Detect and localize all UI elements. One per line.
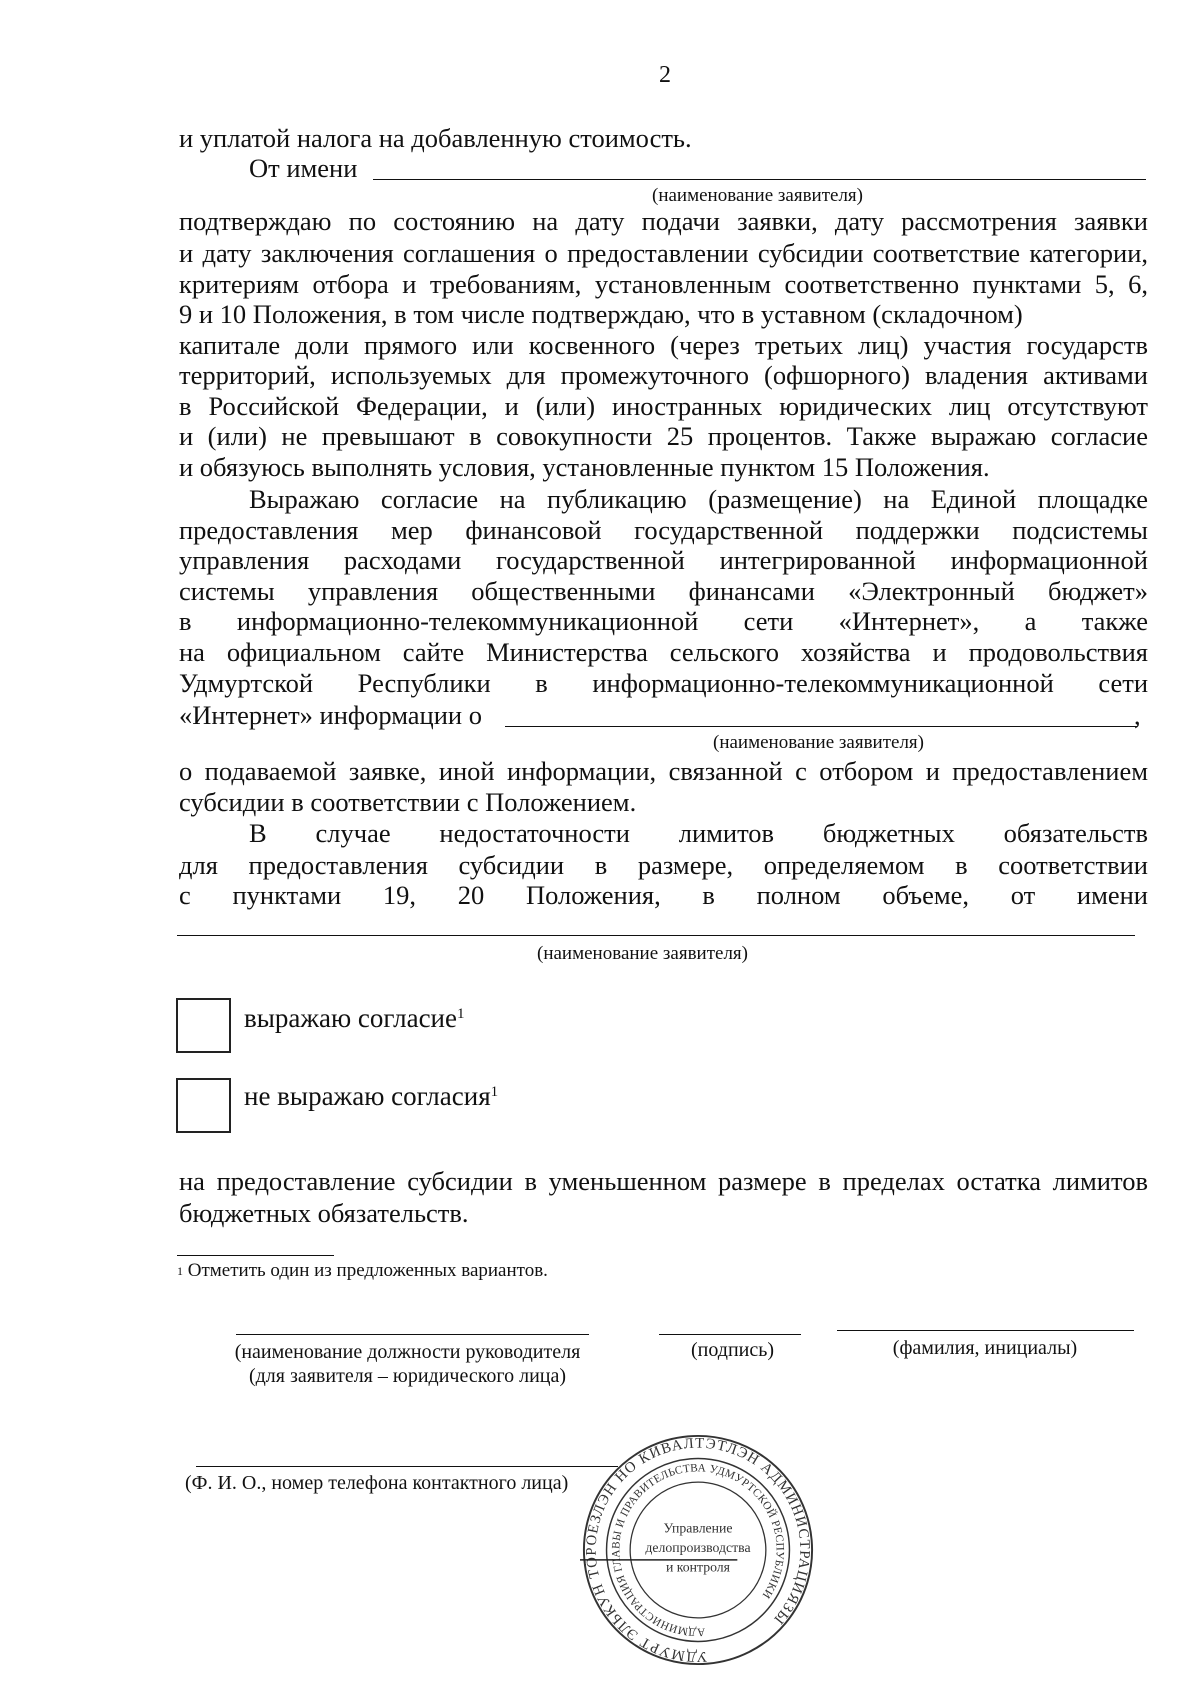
signature-field[interactable]: [659, 1334, 801, 1335]
applicant-name-field[interactable]: [505, 726, 1137, 727]
text-line: и обязуюсь выполнять условия, установленные пунктом 15 Положения.: [179, 452, 990, 482]
page-number: 2: [659, 62, 671, 88]
text-line: и (или) не превышают в совокупности 25 процентов. Также выражаю согласие: [179, 421, 1148, 451]
position-caption: (наименование должности руководителя: [234, 1341, 581, 1363]
text-line: критериям отбора и требованиям, установленным соответственно пунктами 5, 6,: [179, 269, 1148, 299]
applicant-caption: (наименование заявителя): [713, 732, 924, 753]
text-line: Удмуртской Республики в информационно-телекоммуникационной сети: [179, 668, 1148, 698]
footnote: [177, 1260, 548, 1282]
position-caption-2: (для заявителя – юридического лица): [248, 1365, 567, 1387]
svg-text:АДМИНИСТРАЦИЯ ГЛАВЫ И ПРАВИТЕЛ: АДМИНИСТРАЦИЯ ГЛАВЫ И ПРАВИТЕЛЬСТВА УДМУРТСКОЙ РЕСПУБЛИКИ: [610, 1462, 786, 1638]
applicant-name-field[interactable]: [373, 179, 1146, 180]
applicant-name-field[interactable]: [177, 935, 1135, 936]
stamp-center-line: делопроизводства: [645, 1539, 751, 1555]
text-line: на предоставление субсидии в уменьшенном размере в пределах остатка лимитов: [179, 1166, 1148, 1196]
text-line: управления расходами государственной интегрированной информационной: [179, 545, 1148, 575]
text-line: Выражаю согласие на публикацию (размещение) на Единой площадке: [249, 484, 1148, 514]
signature-caption: (подпись): [690, 1339, 775, 1361]
text-line: о подаваемой заявке, иной информации, связанной с отбором и предоставлением: [179, 756, 1148, 786]
footnote-mark: 1: [490, 1084, 499, 1100]
official-stamp: [580, 1432, 816, 1668]
text-line: и уплатой налога на добавленную стоимость.: [179, 123, 692, 153]
text-line: на официальном сайте Министерства сельского хозяйства и продовольствия: [179, 637, 1148, 667]
contact-caption: (Ф. И. О., номер телефона контактного лица): [185, 1472, 569, 1494]
from-name-label: От имени: [249, 153, 358, 183]
stamp-center-line: Управление: [663, 1520, 733, 1536]
text-line: с пунктами 19, 20 Положения, в полном объеме, от имени: [179, 880, 1148, 910]
comma: ,: [1134, 700, 1141, 730]
footnote-separator: [177, 1255, 334, 1256]
no-consent-label: не выражаю согласия: [244, 1081, 491, 1111]
consent-checkbox[interactable]: [176, 998, 231, 1053]
contact-field[interactable]: [196, 1466, 618, 1467]
footnote-text: Отметить один из предложенных вариантов.: [183, 1260, 548, 1281]
text-line: в информационно-телекоммуникационной сети «Интернет», а также: [179, 606, 1148, 636]
no-consent-checkbox[interactable]: [176, 1078, 231, 1133]
applicant-caption: (наименование заявителя): [537, 943, 748, 964]
footnote-mark: 1: [177, 1264, 183, 1278]
text-line: и дату заключения соглашения о предоставлении субсидии соответствие категории,: [179, 238, 1148, 268]
position-field[interactable]: [236, 1334, 589, 1335]
text-line: для предоставления субсидии в размере, определяемом в соответствии: [179, 850, 1148, 880]
text-line: территорий, используемых для промежуточного (офшорного) владения активами: [179, 360, 1148, 390]
text-line: В случае недостаточности лимитов бюджетных обязательств: [249, 818, 1148, 848]
stamp-center-line: и контроля: [666, 1559, 730, 1575]
consent-option: [244, 1003, 465, 1033]
text-line: бюджетных обязательств.: [179, 1198, 469, 1228]
no-consent-option: [244, 1081, 498, 1111]
footnote-mark: 1: [457, 1006, 465, 1022]
text-line: 9 и 10 Положения, в том числе подтверждаю, что в уставном (складочном): [179, 299, 1023, 329]
text-line: в Российской Федерации, и (или) иностранных юридических лиц отсутствуют: [179, 391, 1148, 421]
text-line: подтверждаю по состоянию на дату подачи заявки, дату рассмотрения заявки: [179, 206, 1148, 236]
text-line: субсидии в соответствии с Положением.: [179, 787, 637, 817]
text-line: капитале доли прямого или косвенного (через третьих лиц) участия государств: [179, 330, 1148, 360]
svg-text:УДМУРТ ЭЛЬКУН ТӦРОЕЗЛЭН НО КИВ: УДМУРТ ЭЛЬКУН ТӦРОЕЗЛЭН НО КИВАЛТЭТЛЭН АДМИНИСТРАЦИЯЗЫ: [583, 1435, 813, 1665]
text-line: системы управления общественными финансами «Электронный бюджет»: [179, 576, 1148, 606]
name-initials-field[interactable]: [837, 1330, 1134, 1331]
text-line: предоставления мер финансовой государственной поддержки подсистемы: [179, 515, 1148, 545]
consent-label: выражаю согласие: [244, 1003, 457, 1033]
applicant-caption: (наименование заявителя): [652, 185, 863, 206]
name-caption: (фамилия, инициалы): [892, 1337, 1078, 1359]
info-about-label: «Интернет» информации о: [179, 700, 482, 730]
